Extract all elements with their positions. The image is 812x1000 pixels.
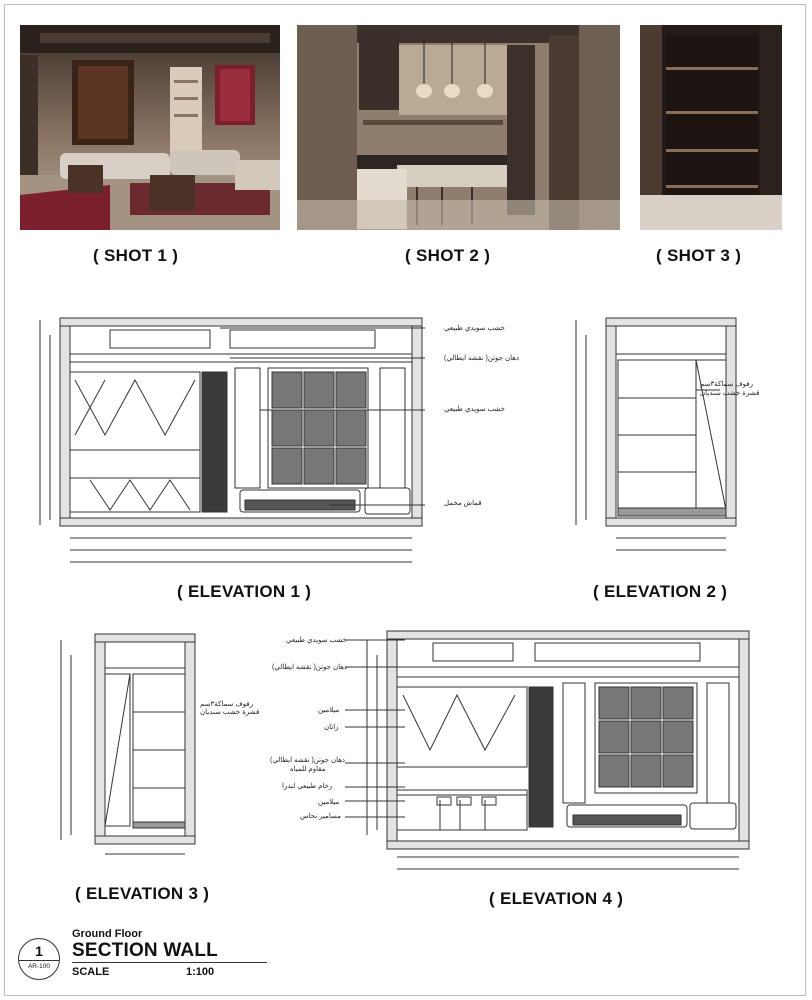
elevation-2-drawing	[570, 310, 770, 565]
elev2-note-2: قشرة خشب سنديان	[700, 390, 760, 397]
shot-2-label: ( SHOT 2 )	[405, 246, 491, 265]
title-underline	[72, 962, 267, 963]
elev4-note-6: مقاوم للمياه	[290, 766, 326, 773]
elev3-note-2: قشرة خشب سنديان	[200, 709, 260, 716]
elev4-note-8: ميلامين	[318, 799, 340, 806]
shot-3-label: ( SHOT 3 )	[656, 246, 742, 265]
shot-3-render	[640, 25, 782, 230]
elev4-note-5: دهان جوتن( نقشه ايطالي)	[270, 757, 346, 764]
shot-1-label: ( SHOT 1 )	[93, 246, 179, 265]
floor-label: Ground Floor	[72, 928, 143, 940]
reference-number: 1	[35, 943, 43, 959]
elev1-note-4: قماش مخمل	[444, 500, 482, 507]
elev4-note-1: خشب سويدي طبيعي	[286, 637, 347, 644]
section-reference-marker	[18, 938, 60, 980]
elevation-3-label: ( ELEVATION 3 )	[75, 884, 210, 903]
elev2-note-1: رفوف سماكة٣سم	[700, 381, 753, 388]
elev1-note-2: دهان جوتن( نقشه ايطالي)	[444, 355, 520, 362]
shot-1-render	[20, 25, 280, 230]
scale-value: 1:100	[186, 966, 215, 978]
reference-sheet: AR-100	[27, 963, 51, 970]
elev4-note-7: رخام طبيعي لندرا	[282, 783, 333, 790]
elevation-4-drawing	[345, 625, 775, 880]
elev4-note-4: راتان	[324, 724, 339, 731]
elev4-note-3: ميلامين	[318, 707, 340, 714]
elev3-note-1: رفوف سماكة٣سم	[200, 701, 253, 708]
elev1-note-3: خشب سويدي طبيعي	[444, 406, 505, 413]
elevation-2-label: ( ELEVATION 2 )	[593, 582, 728, 601]
elevation-1-label: ( ELEVATION 1 )	[177, 582, 312, 601]
elevation-3-drawing	[55, 630, 255, 865]
scale-label: SCALE	[72, 966, 110, 978]
reference-divider	[19, 960, 59, 961]
shot-2-render	[297, 25, 620, 230]
elev4-note-2: دهان جوتن( نقشه ايطالي)	[272, 664, 348, 671]
elevation-4-label: ( ELEVATION 4 )	[489, 889, 624, 908]
elevation-1-drawing	[30, 310, 425, 575]
drawing-title: SECTION WALL	[72, 940, 218, 961]
elev1-note-1: خشب سويدي طبيعي	[444, 325, 505, 332]
elev4-note-9: مسامير نحاس	[300, 813, 341, 820]
